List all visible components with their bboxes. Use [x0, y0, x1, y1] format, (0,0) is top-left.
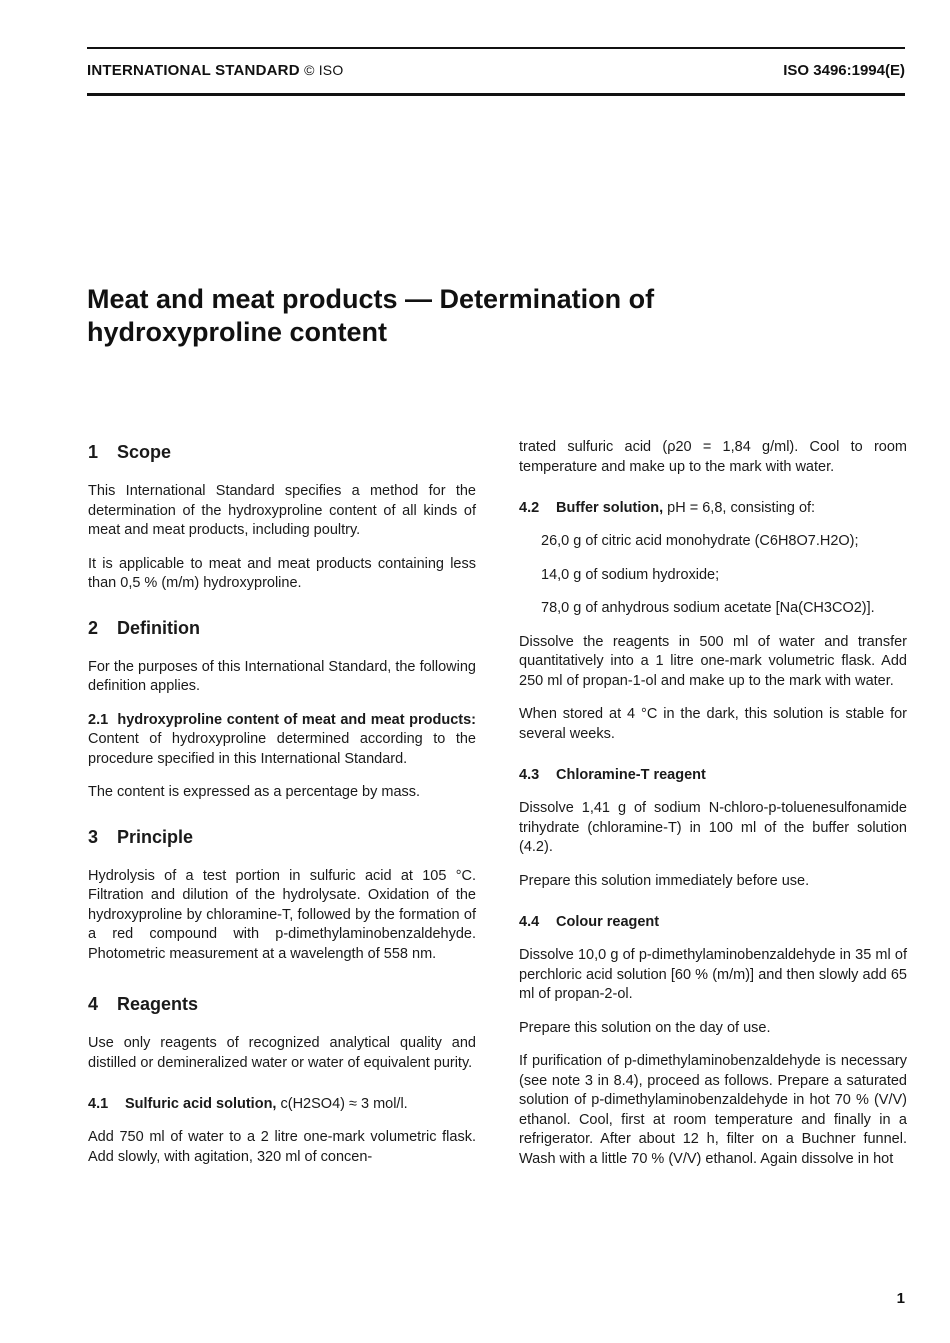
left-column	[88, 440, 476, 1181]
buffer-paragraph-1: Dissolve the reagents in 500 ml of water and transfer quantitatively into a 1 litre one-mark volumetric flask. Add 250 ml of propan-1-ol and make up to the mark with water.	[519, 633, 907, 689]
section-title: Reagents	[117, 994, 199, 1014]
header-bottom-rule	[87, 93, 905, 96]
section-1-heading	[88, 440, 476, 464]
subsection-title: Colour reagent	[556, 914, 660, 930]
page-number: 1	[896, 1290, 905, 1307]
header-top-rule	[87, 47, 905, 49]
chloramine-paragraph-2: Prepare this solution immediately before use.	[519, 872, 810, 889]
buffer-item-sodium-hydroxide: 14,0 g of sodium hydroxide;	[541, 566, 720, 583]
definition-note: The content is expressed as a percentage by mass.	[88, 784, 421, 800]
section-title: Scope	[117, 442, 172, 462]
section-number: 3	[88, 826, 99, 847]
buffer-item-sodium-acetate: 78,0 g of anhydrous sodium acetate [Na(CH3CO2)].	[541, 600, 875, 616]
subsection-title: Buffer solution,	[556, 500, 664, 516]
sulfuric-acid-paragraph: Add 750 ml of water to a 2 litre one-mark volumetric flask. Add slowly, with agitation, 320 ml of concen-	[88, 1129, 476, 1165]
chloramine-paragraph-1: Dissolve 1,41 g of sodium N-chloro-p-toluenesulfonamide trihydrate (chloramine-T) in 100 ml of the buffer solution (4.2).	[519, 800, 907, 855]
definition-intro: For the purposes of this International Standard, the following definition applies.	[88, 658, 476, 694]
subsection-number: 4.4	[519, 914, 540, 930]
subsection-title: Sulfuric acid solution,	[125, 1096, 277, 1112]
header-left-text: INTERNATIONAL STANDARD	[87, 62, 300, 79]
definition-2-1	[88, 711, 476, 770]
scope-paragraph-2: It is applicable to meat and meat products containing less than 0,5 % (m/m) hydroxyproline.	[88, 555, 476, 591]
section-3-heading	[88, 825, 476, 849]
subsection-4-4-heading	[519, 913, 907, 932]
section-4-heading	[88, 992, 476, 1016]
principle-paragraph: Hydrolysis of a test portion in sulfuric acid at 105 °C. Filtration and dilution of the hydrolysate. Oxidation of the hydroxyproline by chloramine-T, followed by the formation of a red compound with p-dimethylaminobenzaldehyde. Photometric measurement at a wavelength of 558 nm.	[88, 867, 476, 962]
definition-text: Content of hydroxyproline determined according to the procedure specified in this International Standard.	[88, 731, 476, 767]
colour-reagent-paragraph-1: Dissolve 10,0 g of p-dimethylaminobenzaldehyde in 35 ml of perchloric acid solution [60 % (m/m)] and then slowly add 65 ml of propan-2-ol.	[519, 947, 907, 1002]
buffer-paragraph-2: When stored at 4 °C in the dark, this solution is stable for several weeks.	[519, 706, 907, 742]
sulfuric-acid-formula: c(H2SO4) ≈ 3 mol/l.	[280, 1096, 408, 1112]
reagents-intro: Use only reagents of recognized analytical quality and distilled or demineralized water or water of equivalent purity.	[88, 1035, 476, 1071]
section-number: 4	[88, 994, 99, 1014]
page-title	[87, 283, 907, 349]
subsection-number: 4.2	[519, 500, 540, 516]
buffer-item-citric-acid: 26,0 g of citric acid monohydrate (C6H8O7.H2O);	[541, 533, 859, 549]
header-standard-label	[87, 62, 343, 79]
section-number: 2	[88, 617, 99, 638]
colour-reagent-paragraph-2: Prepare this solution on the day of use.	[519, 1019, 771, 1036]
subsection-number: 4.3	[519, 767, 540, 783]
buffer-ph: pH = 6,8, consisting of:	[667, 500, 816, 516]
header-document-number: ISO 3496:1994(E)	[783, 62, 905, 79]
definition-term: hydroxyproline content of meat and meat products:	[117, 711, 477, 728]
colour-reagent-paragraph-3: If purification of p-dimethylaminobenzaldehyde is necessary (see note 3 in 8.4), proceed as follows. Prepare a saturated solution of p-dimethylaminobenzaldehyde in hot 70 % (V/V) ethanol. Cool, first at room temperature and finally in a refrigerator. After about 12 h, filter on a Buchner funnel. Wash with a little 70 % (V/V) ethanol. Again dissolve in hot	[519, 1053, 907, 1167]
section-2-heading	[88, 616, 476, 640]
title-line-2: hydroxyproline content	[87, 317, 388, 347]
subsection-4-3-heading	[519, 766, 907, 785]
header-copyright: © ISO	[304, 62, 344, 78]
section-number: 1	[88, 442, 99, 462]
section-title: Principle	[117, 826, 194, 847]
subsection-4-1-heading	[88, 1095, 476, 1114]
subsection-number: 4.1	[88, 1096, 109, 1112]
sulfuric-acid-continued: trated sulfuric acid (ρ20 = 1,84 g/ml). Cool to room temperature and make up to the mark with water.	[519, 439, 907, 475]
title-line-1: Meat and meat products — Determination of	[87, 284, 655, 314]
subsection-title: Chloramine-T reagent	[556, 767, 706, 783]
right-column	[519, 438, 907, 1183]
scope-paragraph-1: This International Standard specifies a method for the determination of the hydroxyproline content of all kinds of meat and meat products, including poultry.	[88, 483, 476, 538]
section-title: Definition	[117, 617, 200, 638]
subsection-4-2-heading	[519, 499, 907, 518]
definition-number: 2.1	[88, 711, 109, 728]
